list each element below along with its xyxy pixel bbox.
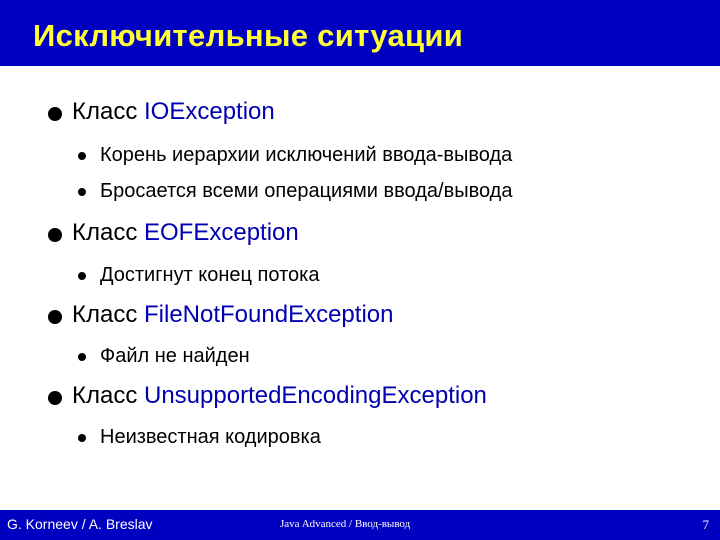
sub-bullet-text: Достигнут конец потока <box>100 264 320 286</box>
bullet-dot-icon <box>48 107 62 121</box>
class-name: FileNotFoundException <box>144 301 394 328</box>
class-prefix: Класс <box>72 219 144 246</box>
class-prefix: Класс <box>72 301 144 328</box>
slide-title: Исключительные ситуации <box>33 18 464 53</box>
sub-bullet-text: Бросается всеми операциями ввода/вывода <box>100 180 513 202</box>
footer-course: Java Advanced / Ввод-вывод <box>280 518 411 530</box>
sub-bullet-text: Файл не найден <box>100 345 250 367</box>
bullet-text <box>72 301 393 329</box>
bullet-dot-icon <box>48 228 62 242</box>
sub-bullet-text: Корень иерархии исключений ввода-вывода <box>100 144 513 166</box>
class-name: EOFException <box>144 219 299 246</box>
class-name: IOException <box>144 98 275 125</box>
bullet-text <box>72 382 487 410</box>
bullet-text <box>72 219 299 247</box>
footer-authors: G. Korneev / A. Breslav <box>7 516 153 532</box>
footer-bar <box>0 510 720 540</box>
page-number: 7 <box>702 517 709 532</box>
bullet-text <box>72 98 275 126</box>
bullet-dot-icon <box>48 310 62 324</box>
class-prefix: Класс <box>72 382 144 409</box>
bullet-dot-icon <box>78 434 86 442</box>
bullet-dot-icon <box>78 353 86 361</box>
bullet-dot-icon <box>48 391 62 405</box>
bullet-dot-icon <box>78 188 86 196</box>
bullet-dot-icon <box>78 152 86 160</box>
sub-bullet-text: Неизвестная кодировка <box>100 426 321 448</box>
class-name: UnsupportedEncodingException <box>144 382 487 409</box>
class-prefix: Класс <box>72 98 144 125</box>
bullet-dot-icon <box>78 272 86 280</box>
